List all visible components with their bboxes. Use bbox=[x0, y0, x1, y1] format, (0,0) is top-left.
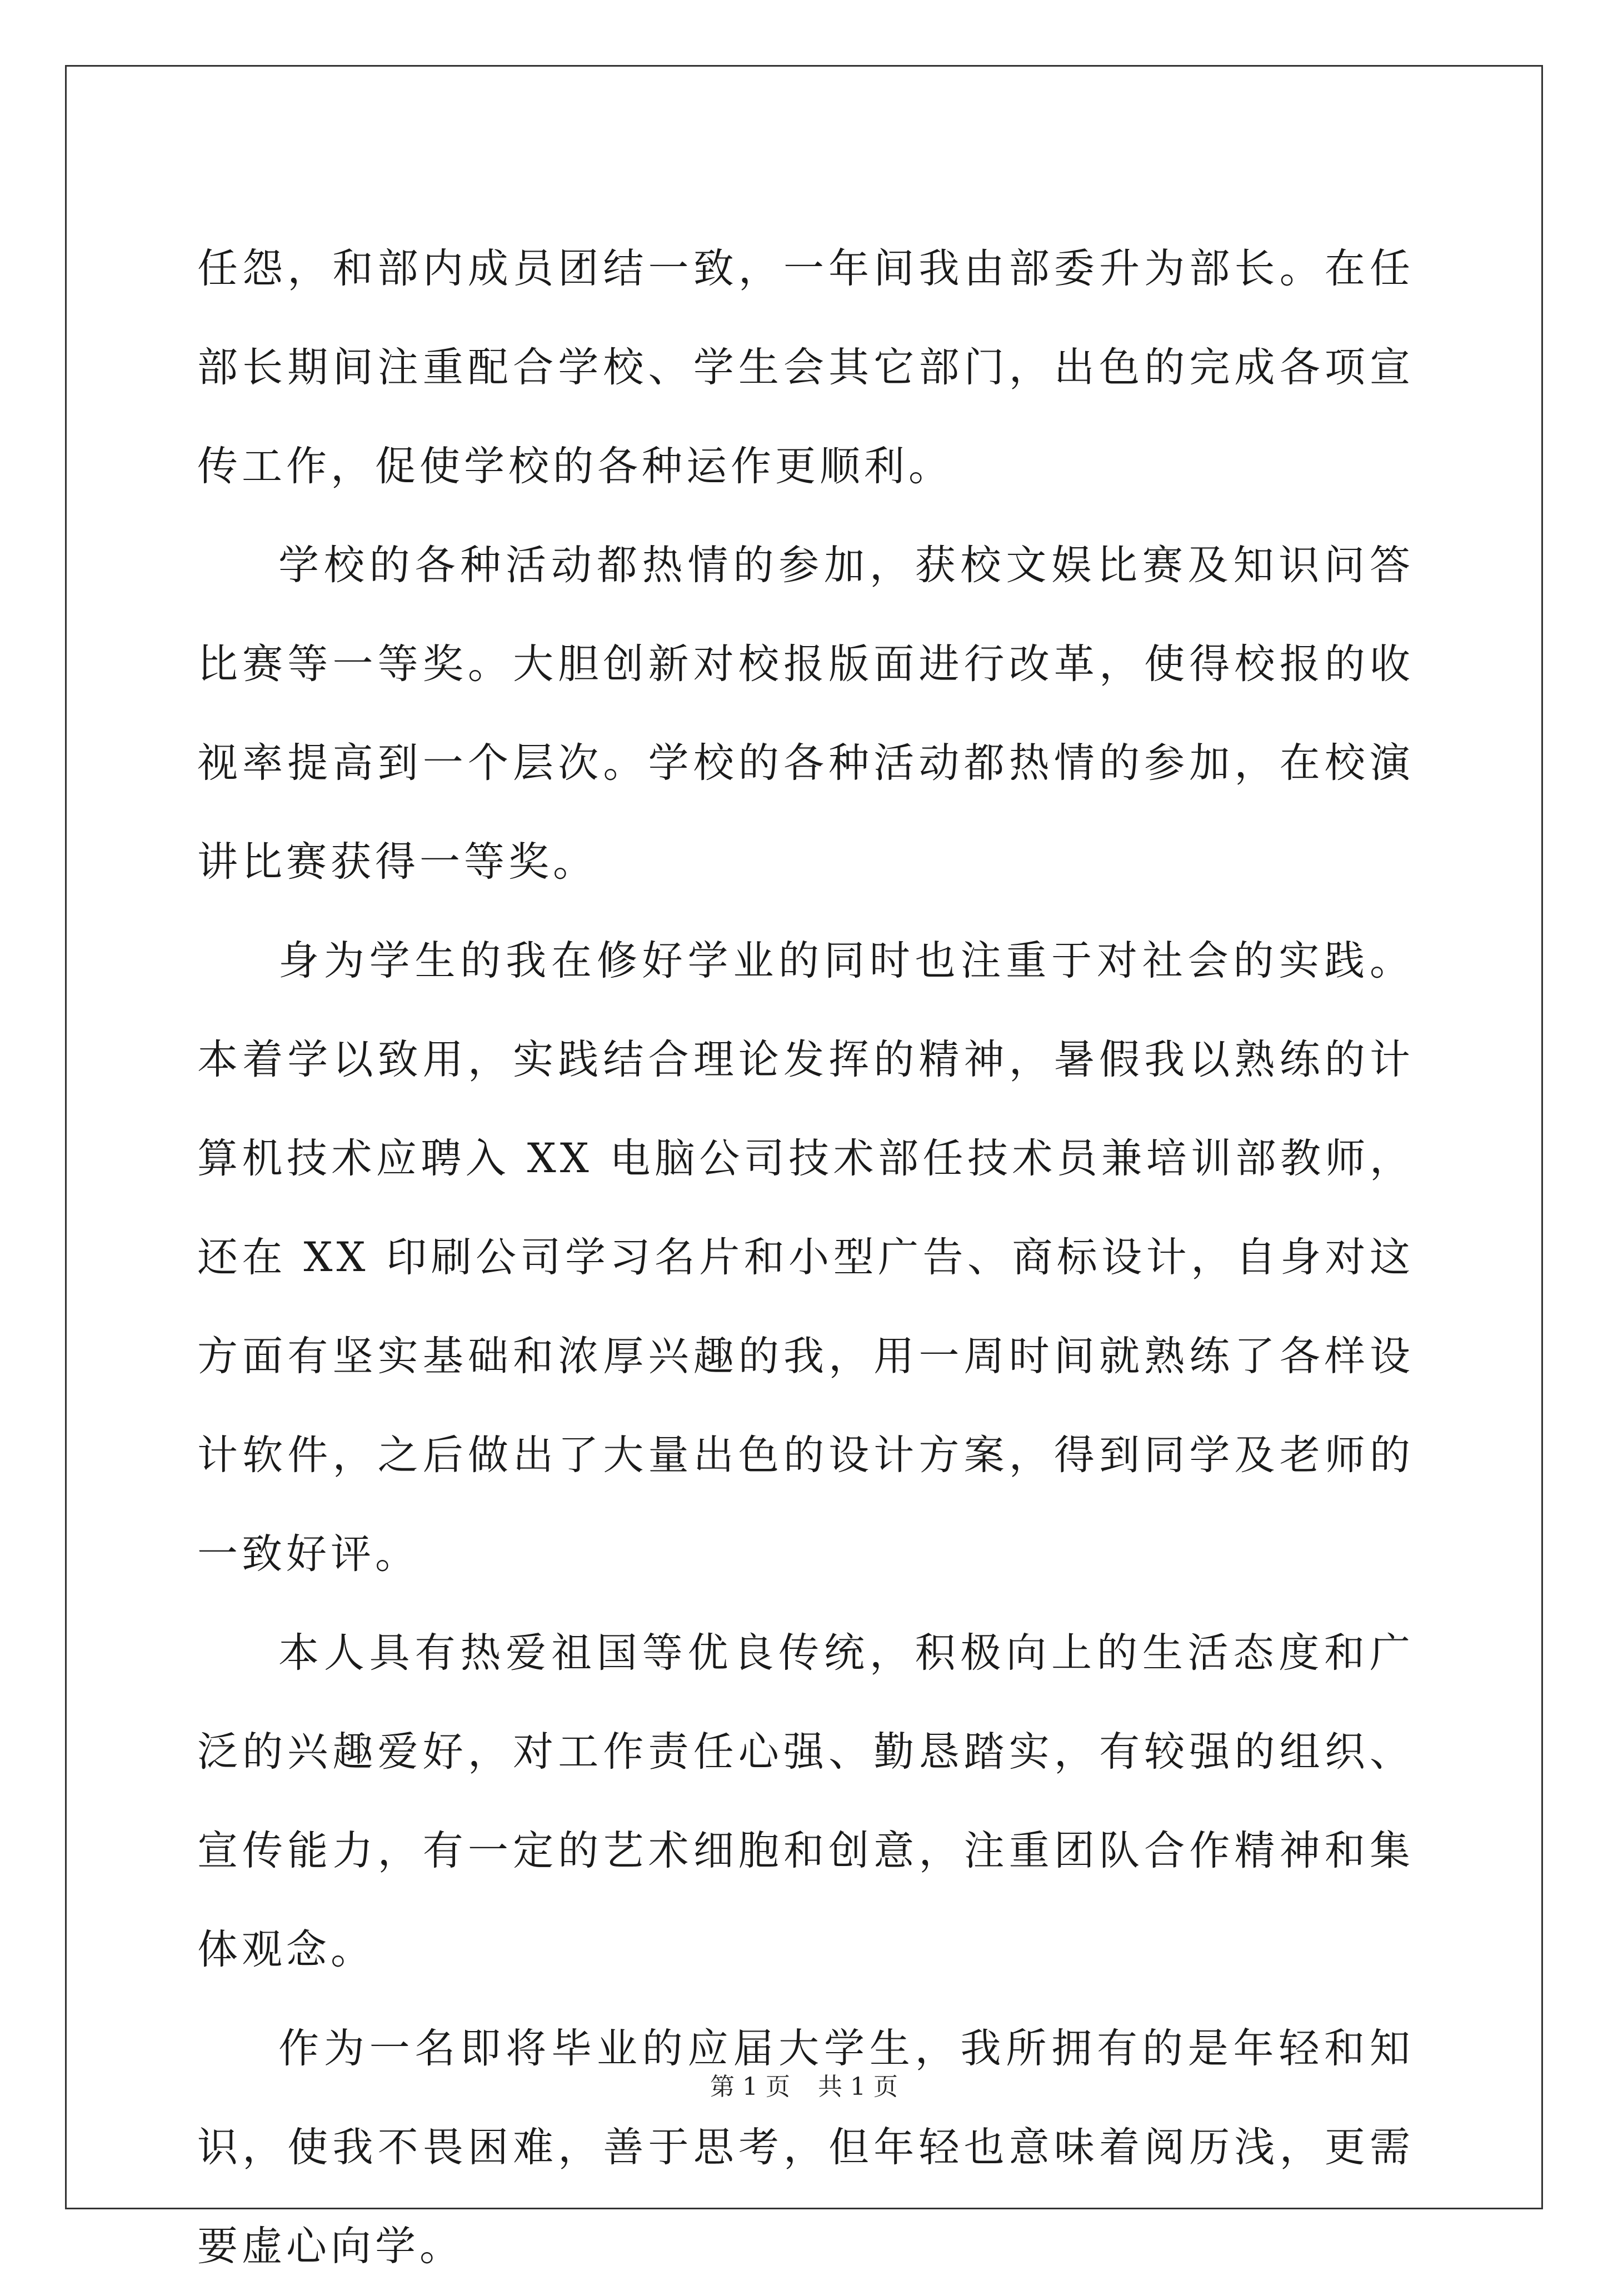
document-body bbox=[197, 219, 1414, 2296]
paragraph-1: 任怨，和部内成员团结一致，一年间我由部委升为部长。在任部长期间注重配合学校、学生会其它部门，出色的完成各项宣传工作，促使学校的各种运作更顺利。 bbox=[197, 245, 1414, 490]
paragraph-2: 学校的各种活动都热情的参加，获校文娱比赛及知识问答比赛等一等奖。大胆创新对校报版面进行改革，使得校报的收视率提高到一个层次。学校的各种活动都热情的参加，在校演讲比赛获得一等奖。 bbox=[197, 542, 1414, 886]
page-footer bbox=[0, 2067, 1608, 2102]
paragraph-3: 身为学生的我在修好学业的同时也注重于对社会的实践。本着学以致用，实践结合理论发挥的精神，暑假我以熟练的计算机技术应聘入 XX 电脑公司技术部任技术员兼培训部教师，还在 XX 印刷公司学习名片和小型广告、商标设计，自身对这方面有坚实基础和浓厚兴趣的我，用一周时间就熟练了各样设计软件，之后做出了大量出色的设计方案，得到同学及老师的一致好评。 bbox=[197, 937, 1414, 1578]
paragraph-5: 作为一名即将毕业的应届大学生，我所拥有的是年轻和知识，使我不畏困难，善于思考，但年轻也意味着阅历浅，更需要虚心向学。 bbox=[197, 2025, 1414, 2270]
page-number: 第 1 页 bbox=[710, 2073, 790, 2101]
paragraph-4: 本人具有热爱祖国等优良传统，积极向上的生活态度和广泛的兴趣爱好，对工作责任心强、勤恳踏实，有较强的组织、宣传能力，有一定的艺术细胞和创意，注重团队合作精神和集体观念。 bbox=[197, 1629, 1414, 1973]
page-total: 共 1 页 bbox=[818, 2073, 898, 2101]
